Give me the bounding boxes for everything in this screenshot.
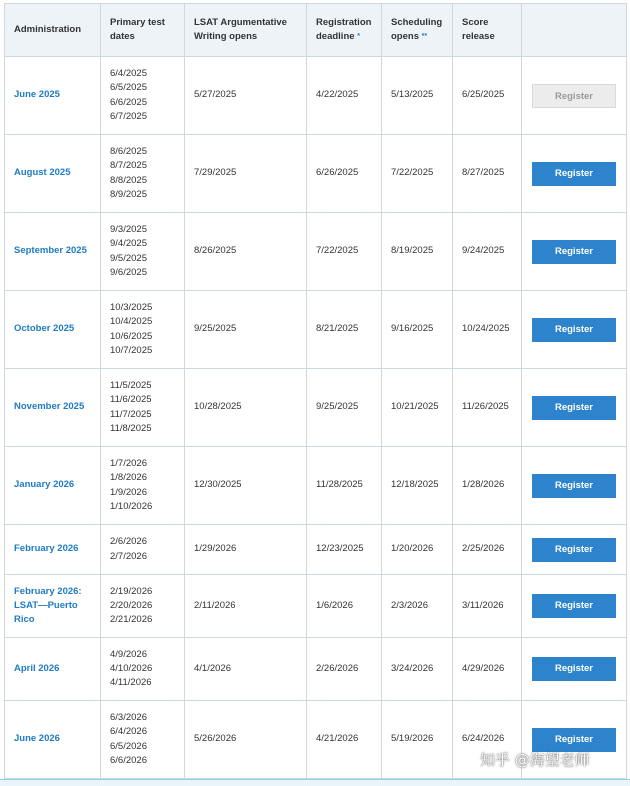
test-date: 2/21/2026: [110, 614, 153, 626]
table-row: [5, 291, 627, 369]
score-release-date: 9/24/2025: [453, 213, 522, 291]
test-date: 10/4/2025: [110, 316, 153, 328]
administration-name: September 2025: [5, 213, 101, 291]
test-date: 6/6/2025: [110, 96, 147, 108]
table-row: [5, 638, 627, 701]
test-date: 4/10/2026: [110, 662, 153, 674]
table-row: [5, 447, 627, 525]
primary-test-dates: [101, 575, 185, 638]
primary-test-dates: [101, 291, 185, 369]
header-writing-opens: LSAT Argumentative Writing opens: [185, 4, 307, 57]
scheduling-opens-date: 2/3/2026: [382, 575, 453, 638]
lsat-schedule-table: [4, 3, 627, 779]
test-date: 4/9/2026: [110, 648, 147, 660]
primary-test-dates: [101, 701, 185, 779]
test-date: 2/6/2026: [110, 536, 147, 548]
test-date: 10/6/2025: [110, 330, 153, 342]
test-date: 8/6/2025: [110, 145, 147, 157]
test-date: 10/3/2025: [110, 301, 153, 313]
register-button[interactable]: Register: [532, 538, 616, 562]
writing-opens-date: 10/28/2025: [185, 369, 307, 447]
register-cell: [522, 213, 627, 291]
score-release-date: 8/27/2025: [453, 135, 522, 213]
register-button[interactable]: Register: [532, 396, 616, 420]
administration-name: June 2025: [5, 57, 101, 135]
registration-footnote-mark: *: [357, 33, 360, 40]
test-date: 6/7/2025: [110, 110, 147, 122]
test-date: 9/5/2025: [110, 252, 147, 264]
table-row: [5, 213, 627, 291]
administration-name: June 2026: [5, 701, 101, 779]
test-date: 1/7/2026: [110, 457, 147, 469]
register-button[interactable]: Register: [532, 728, 616, 752]
scheduling-opens-date: 8/19/2025: [382, 213, 453, 291]
test-date: 2/7/2026: [110, 550, 147, 562]
header-row: [5, 4, 627, 57]
test-date: 8/9/2025: [110, 188, 147, 200]
header-scheduling-opens: Scheduling opens **: [382, 4, 453, 57]
primary-test-dates: [101, 135, 185, 213]
administration-name: November 2025: [5, 369, 101, 447]
test-date: 8/8/2025: [110, 174, 147, 186]
writing-opens-date: 9/25/2025: [185, 291, 307, 369]
header-administration: Administration: [5, 4, 101, 57]
scheduling-opens-date: 1/20/2026: [382, 525, 453, 575]
registration-deadline-date: 4/22/2025: [307, 57, 382, 135]
primary-test-dates: [101, 57, 185, 135]
administration-name: February 2026: [5, 525, 101, 575]
score-release-date: 6/25/2025: [453, 57, 522, 135]
register-button[interactable]: Register: [532, 318, 616, 342]
writing-opens-date: 2/11/2026: [185, 575, 307, 638]
administration-name: April 2026: [5, 638, 101, 701]
test-date: 6/3/2026: [110, 711, 147, 723]
registration-deadline-date: 4/21/2026: [307, 701, 382, 779]
registration-deadline-date: 2/26/2026: [307, 638, 382, 701]
register-cell: [522, 369, 627, 447]
register-cell: [522, 447, 627, 525]
register-cell: [522, 291, 627, 369]
test-date: 9/6/2025: [110, 266, 147, 278]
register-button[interactable]: Register: [532, 474, 616, 498]
writing-opens-date: 5/27/2025: [185, 57, 307, 135]
scheduling-opens-date: 9/16/2025: [382, 291, 453, 369]
registration-deadline-date: 11/28/2025: [307, 447, 382, 525]
header-primary-test-dates: Primary test dates: [101, 4, 185, 57]
test-date: 1/9/2026: [110, 486, 147, 498]
score-release-date: 4/29/2026: [453, 638, 522, 701]
test-date: 11/5/2025: [110, 379, 152, 391]
header-registration-deadline: Registration deadline *: [307, 4, 382, 57]
watermark: 知乎 @海望老师: [480, 751, 590, 769]
test-date: 10/7/2025: [110, 344, 153, 356]
scheduling-opens-date: 5/13/2025: [382, 57, 453, 135]
test-date: 11/8/2025: [110, 422, 152, 434]
test-date: 6/5/2026: [110, 740, 147, 752]
registration-deadline-date: 6/26/2025: [307, 135, 382, 213]
score-release-date: 2/25/2026: [453, 525, 522, 575]
primary-test-dates: [101, 638, 185, 701]
register-button[interactable]: Register: [532, 240, 616, 264]
test-date: 9/3/2025: [110, 223, 147, 235]
writing-opens-date: 12/30/2025: [185, 447, 307, 525]
test-date: 11/6/2025: [110, 394, 152, 406]
administration-name: January 2026: [5, 447, 101, 525]
test-date: 11/7/2025: [110, 408, 152, 420]
registration-deadline-date: 12/23/2025: [307, 525, 382, 575]
registration-deadline-date: 9/25/2025: [307, 369, 382, 447]
registration-deadline-date: 1/6/2026: [307, 575, 382, 638]
primary-test-dates: [101, 525, 185, 575]
scheduling-opens-date: 7/22/2025: [382, 135, 453, 213]
register-cell: [522, 525, 627, 575]
writing-opens-date: 8/26/2025: [185, 213, 307, 291]
header-score-release: Score release: [453, 4, 522, 57]
register-button[interactable]: Register: [532, 594, 616, 618]
test-date: 1/10/2026: [110, 500, 153, 512]
registration-deadline-date: 8/21/2025: [307, 291, 382, 369]
register-cell: [522, 57, 627, 135]
test-date: 1/8/2026: [110, 472, 147, 484]
administration-name: October 2025: [5, 291, 101, 369]
primary-test-dates: [101, 447, 185, 525]
test-date: 8/7/2025: [110, 160, 147, 172]
scheduling-opens-date: 3/24/2026: [382, 638, 453, 701]
register-cell: [522, 638, 627, 701]
score-release-date: 10/24/2025: [453, 291, 522, 369]
table-row: [5, 525, 627, 575]
registration-deadline-date: 7/22/2025: [307, 213, 382, 291]
test-date: 6/4/2026: [110, 726, 147, 738]
test-date: 2/19/2026: [110, 585, 153, 597]
score-release-date: 11/26/2025: [453, 369, 522, 447]
test-date: 6/4/2025: [110, 67, 147, 79]
scheduling-footnote-mark: **: [421, 33, 428, 40]
writing-opens-date: 1/29/2026: [185, 525, 307, 575]
score-release-date: 6/24/2026: [453, 701, 522, 779]
administration-name: February 2026: LSAT—Puerto Rico: [5, 575, 101, 638]
score-release-date: 1/28/2026: [453, 447, 522, 525]
scheduling-opens-date: 12/18/2025: [382, 447, 453, 525]
test-date: 2/20/2026: [110, 599, 153, 611]
register-cell: [522, 135, 627, 213]
test-date: 4/11/2026: [110, 677, 152, 689]
table-row: [5, 135, 627, 213]
writing-opens-date: 5/26/2026: [185, 701, 307, 779]
register-cell: [522, 575, 627, 638]
writing-opens-date: 7/29/2025: [185, 135, 307, 213]
header-action: [522, 4, 627, 57]
writing-opens-date: 4/1/2026: [185, 638, 307, 701]
score-release-date: 3/11/2026: [453, 575, 522, 638]
administration-name: August 2025: [5, 135, 101, 213]
primary-test-dates: [101, 213, 185, 291]
test-date: 6/5/2025: [110, 82, 147, 94]
register-button[interactable]: Register: [532, 657, 616, 681]
test-date: 9/4/2025: [110, 238, 147, 250]
table-row: [5, 57, 627, 135]
register-button: Register: [532, 84, 616, 108]
lsat-schedule: [4, 3, 626, 779]
scheduling-opens-date: 5/19/2026: [382, 701, 453, 779]
test-date: 6/6/2026: [110, 754, 147, 766]
table-row: [5, 369, 627, 447]
table-row: [5, 575, 627, 638]
register-button[interactable]: Register: [532, 162, 616, 186]
scheduling-opens-date: 10/21/2025: [382, 369, 453, 447]
primary-test-dates: [101, 369, 185, 447]
